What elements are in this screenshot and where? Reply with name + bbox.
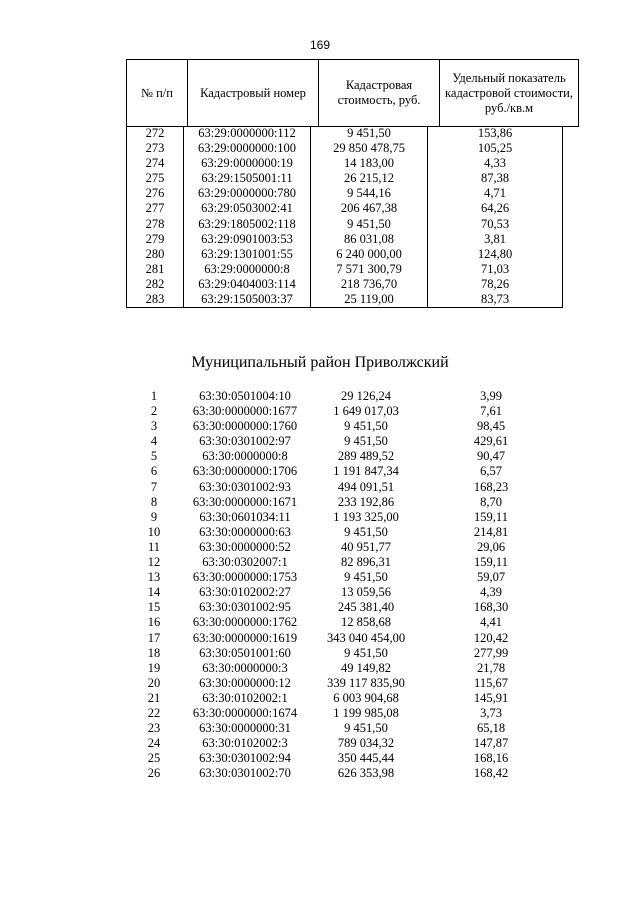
row-cadastral-value: 1 649 017,03 [333, 404, 399, 419]
row-cadastral-value: 40 951,77 [341, 539, 391, 554]
table-row [126, 661, 558, 676]
row-cadastral-value: 29 850 478,75 [311, 141, 428, 156]
row-specific-value: 3,73 [480, 705, 502, 720]
row-cadastral-number: 63:30:0302007:1 [202, 555, 288, 570]
row-cadastral-number: 63:29:0000000:780 [184, 186, 311, 201]
row-cadastral-number: 63:29:0901003:53 [184, 232, 311, 247]
row-num: 7 [150, 479, 158, 494]
row-cadastral-number: 63:30:0000000:1762 [192, 615, 298, 630]
row-cadastral-value: 14 183,00 [311, 156, 428, 171]
row-cadastral-number: 63:29:0000000:112 [184, 126, 311, 141]
row-num: 6 [150, 464, 158, 479]
row-cadastral-number: 63:30:0000000:31 [199, 721, 291, 736]
table-row [127, 201, 563, 216]
table-row [126, 691, 558, 706]
row-specific-value: 159,11 [474, 509, 508, 524]
row-specific-value: 120,42 [473, 630, 509, 645]
row-cadastral-number: 63:30:0301002:97 [199, 434, 291, 449]
row-specific-value: 4,33 [428, 156, 563, 171]
row-cadastral-number: 63:30:0501004:10 [199, 389, 291, 403]
table-row [127, 126, 563, 141]
row-cadastral-value: 49 149,82 [341, 660, 391, 675]
row-specific-value: 3,99 [480, 389, 502, 403]
row-num: 273 [127, 141, 184, 156]
row-cadastral-value: 626 353,98 [337, 766, 395, 781]
table-row [126, 480, 558, 495]
row-cadastral-number: 63:29:0000000:100 [184, 141, 311, 156]
row-specific-value: 429,61 [473, 434, 509, 449]
row-num: 26 [147, 766, 161, 781]
row-specific-value: 105,25 [428, 141, 563, 156]
row-cadastral-value: 218 736,70 [311, 277, 428, 292]
row-cadastral-value: 1 199 985,08 [333, 705, 399, 720]
row-num: 280 [127, 247, 184, 262]
row-num: 10 [147, 524, 161, 539]
row-cadastral-value: 9 451,50 [344, 419, 388, 434]
table-row [126, 434, 558, 449]
row-num: 20 [147, 675, 161, 690]
row-specific-value: 168,16 [473, 751, 509, 766]
table-row [127, 217, 563, 232]
row-specific-value: 4,39 [480, 585, 502, 600]
row-cadastral-number: 63:30:0000000:1619 [192, 630, 298, 645]
row-num: 19 [147, 660, 161, 675]
table-row [126, 736, 558, 751]
row-num: 281 [127, 262, 184, 277]
row-num: 18 [147, 645, 161, 660]
table-row [126, 615, 558, 630]
header-cadastral-number: Кадастровый номер [188, 60, 319, 127]
row-num: 11 [147, 539, 161, 554]
row-cadastral-value: 6 240 000,00 [311, 247, 428, 262]
row-num: 24 [147, 736, 161, 751]
row-num: 23 [147, 721, 161, 736]
table-row [126, 419, 558, 434]
row-specific-value: 65,18 [476, 721, 506, 736]
row-cadastral-value: 29 126,24 [341, 389, 391, 403]
row-specific-value: 64,26 [428, 201, 563, 216]
row-num: 279 [127, 232, 184, 247]
row-cadastral-number: 63:30:0000000:1677 [192, 404, 298, 419]
row-specific-value: 159,11 [474, 555, 508, 570]
row-num: 15 [147, 600, 161, 615]
row-cadastral-value: 343 040 454,00 [326, 630, 406, 645]
row-cadastral-value: 9 451,50 [344, 721, 388, 736]
row-specific-value: 8,70 [480, 494, 502, 509]
row-num: 2 [150, 404, 158, 419]
row-num: 277 [127, 201, 184, 216]
row-cadastral-value: 6 003 904,68 [333, 690, 399, 705]
row-specific-value: 145,91 [473, 690, 509, 705]
header-cadastral-value: Кадастровая стоимость, руб. [319, 60, 440, 127]
table-row [126, 525, 558, 540]
table-row [126, 540, 558, 555]
table-row [126, 464, 558, 479]
row-specific-value: 21,78 [476, 660, 506, 675]
table-row [126, 721, 558, 736]
row-specific-value: 29,06 [476, 539, 506, 554]
row-num: 16 [147, 615, 161, 630]
table-row [127, 247, 563, 262]
row-cadastral-number: 63:29:1505003:37 [184, 292, 311, 308]
row-num: 21 [147, 690, 161, 705]
row-cadastral-value: 339 117 835,90 [327, 675, 405, 690]
row-cadastral-value: 9 451,50 [344, 524, 388, 539]
row-num: 17 [147, 630, 161, 645]
row-cadastral-number: 63:30:0301002:95 [199, 600, 291, 615]
row-cadastral-value: 13 059,56 [341, 585, 391, 600]
row-cadastral-number: 63:30:0301002:70 [199, 766, 291, 781]
row-cadastral-number: 63:30:0301002:94 [199, 751, 291, 766]
row-cadastral-number: 63:30:0000000:63 [199, 524, 291, 539]
row-num: 13 [147, 570, 161, 585]
row-cadastral-number: 63:30:0000000:1706 [192, 464, 298, 479]
row-cadastral-value: 25 119,00 [311, 292, 428, 308]
row-cadastral-number: 63:29:0000000:19 [184, 156, 311, 171]
row-num: 283 [127, 292, 184, 308]
table-row [126, 631, 558, 646]
row-specific-value: 3,81 [428, 232, 563, 247]
row-cadastral-value: 1 193 325,00 [333, 509, 399, 524]
row-specific-value: 70,53 [428, 217, 563, 232]
row-specific-value: 98,45 [476, 419, 506, 434]
row-specific-value: 153,86 [428, 126, 563, 141]
row-num: 25 [147, 751, 161, 766]
row-cadastral-value: 350 445,44 [337, 751, 395, 766]
row-num: 8 [150, 494, 158, 509]
row-cadastral-number: 63:30:0102002:3 [202, 736, 288, 751]
row-specific-value: 214,81 [473, 524, 509, 539]
row-specific-value: 168,23 [473, 479, 509, 494]
row-specific-value: 168,42 [473, 766, 509, 781]
table-row [127, 292, 563, 308]
row-cadastral-value: 7 571 300,79 [311, 262, 428, 277]
row-cadastral-number: 63:30:0301002:93 [199, 479, 291, 494]
row-specific-value: 7,61 [480, 404, 502, 419]
row-cadastral-number: 63:30:0000000:3 [202, 660, 288, 675]
header-specific-value: Удельный показатель кадастровой стоимости, руб./кв.м [440, 60, 579, 127]
row-cadastral-number: 63:30:0000000:12 [199, 675, 291, 690]
row-num: 275 [127, 171, 184, 186]
table-row [126, 585, 558, 600]
row-num: 272 [127, 126, 184, 141]
row-num: 9 [150, 509, 158, 524]
row-specific-value: 277,99 [473, 645, 509, 660]
table-row [126, 449, 558, 464]
row-specific-value: 115,67 [474, 675, 508, 690]
row-specific-value: 71,03 [428, 262, 563, 277]
table-row [127, 232, 563, 247]
row-specific-value: 59,07 [476, 570, 506, 585]
row-specific-value: 168,30 [473, 600, 509, 615]
row-cadastral-number: 63:29:1505001:11 [184, 171, 311, 186]
row-cadastral-number: 63:29:1805002:118 [184, 217, 311, 232]
row-specific-value: 78,26 [428, 277, 563, 292]
row-cadastral-value: 9 451,50 [344, 434, 388, 449]
row-cadastral-number: 63:30:0000000:1753 [192, 570, 298, 585]
table-row [126, 706, 558, 721]
row-num: 282 [127, 277, 184, 292]
table-row [127, 141, 563, 156]
row-cadastral-value: 494 091,51 [337, 479, 395, 494]
row-specific-value: 147,87 [473, 736, 509, 751]
row-cadastral-value: 9 451,50 [311, 126, 428, 141]
row-num: 5 [150, 449, 158, 464]
row-cadastral-number: 63:29:1301001:55 [184, 247, 311, 262]
table-row [126, 389, 558, 404]
row-cadastral-number: 63:30:0000000:1674 [192, 705, 298, 720]
table-row [127, 186, 563, 201]
table-row [127, 262, 563, 277]
row-specific-value: 90,47 [476, 449, 506, 464]
table-row [126, 751, 558, 766]
row-num: 22 [147, 705, 161, 720]
row-specific-value: 4,41 [480, 615, 502, 630]
row-cadastral-number: 63:30:0000000:52 [199, 539, 291, 554]
row-num: 3 [150, 419, 158, 434]
table-body-first [126, 126, 563, 308]
row-cadastral-number: 63:29:0404003:114 [184, 277, 311, 292]
row-num: 12 [147, 555, 161, 570]
page-number: 169 [309, 38, 331, 52]
row-cadastral-number: 63:30:0000000:1671 [192, 494, 298, 509]
row-cadastral-value: 82 896,31 [341, 555, 391, 570]
section-title: Муниципальный район Приволжский [191, 354, 449, 371]
table-body-second [126, 389, 558, 781]
table-row [126, 510, 558, 525]
row-cadastral-number: 63:30:0000000:1760 [192, 419, 298, 434]
table-row [126, 495, 558, 510]
table-row [126, 404, 558, 419]
table-row [126, 646, 558, 661]
row-cadastral-value: 9 451,50 [344, 570, 388, 585]
row-cadastral-number: 63:29:0503002:41 [184, 201, 311, 216]
row-num: 14 [147, 585, 161, 600]
row-cadastral-value: 289 489,52 [337, 449, 395, 464]
table-row [126, 766, 558, 781]
row-cadastral-number: 63:30:0601034:11 [199, 509, 291, 524]
row-cadastral-number: 63:30:0000000:8 [202, 449, 288, 464]
row-cadastral-value: 789 034,32 [337, 736, 395, 751]
table-row [126, 600, 558, 615]
table-row [127, 156, 563, 171]
table-row [127, 277, 563, 292]
row-cadastral-value: 1 191 847,34 [333, 464, 399, 479]
row-specific-value: 124,80 [428, 247, 563, 262]
row-cadastral-number: 63:29:0000000:8 [184, 262, 311, 277]
row-cadastral-number: 63:30:0102002:27 [199, 585, 291, 600]
row-num: 276 [127, 186, 184, 201]
row-num: 4 [150, 434, 158, 449]
row-num: 278 [127, 217, 184, 232]
row-cadastral-value: 26 215,12 [311, 171, 428, 186]
row-num: 1 [150, 389, 158, 403]
table-row [126, 676, 558, 691]
row-specific-value: 87,38 [428, 171, 563, 186]
table-row [127, 171, 563, 186]
table-header [126, 59, 579, 127]
row-cadastral-value: 9 544,16 [311, 186, 428, 201]
row-specific-value: 83,73 [428, 292, 563, 308]
row-cadastral-value: 245 381,40 [337, 600, 395, 615]
row-cadastral-value: 12 858,68 [341, 615, 391, 630]
table-row [126, 570, 558, 585]
header-num: № п/п [127, 60, 188, 127]
row-cadastral-value: 86 031,08 [311, 232, 428, 247]
row-cadastral-value: 9 451,50 [344, 645, 388, 660]
row-specific-value: 6,57 [480, 464, 502, 479]
table-row [126, 555, 558, 570]
row-specific-value: 4,71 [428, 186, 563, 201]
row-cadastral-value: 233 192,86 [337, 494, 395, 509]
row-cadastral-number: 63:30:0102002:1 [202, 690, 288, 705]
row-cadastral-value: 9 451,50 [311, 217, 428, 232]
row-cadastral-value: 206 467,38 [311, 201, 428, 216]
row-num: 274 [127, 156, 184, 171]
row-cadastral-number: 63:30:0501001:60 [199, 645, 291, 660]
